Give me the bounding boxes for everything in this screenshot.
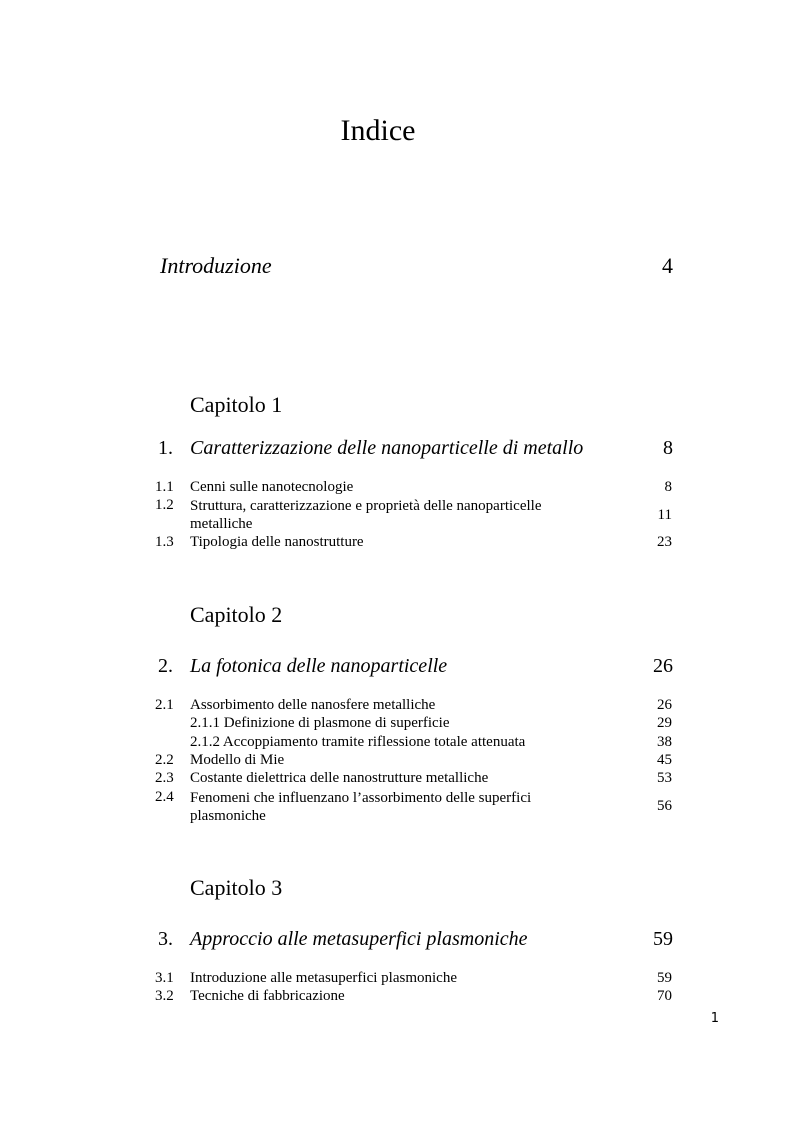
chapter-page: 59 [653, 928, 673, 950]
section-page: 59 [657, 970, 672, 986]
chapter-heading: Capitolo 1 [190, 392, 283, 417]
section-page: 23 [657, 534, 672, 550]
chapter-heading: Capitolo 3 [190, 875, 283, 900]
section-page: 26 [657, 697, 672, 713]
chapter-heading: Capitolo 2 [190, 602, 283, 627]
section-number: 3.1 [155, 970, 174, 986]
toc-intro-label: Introduzione [160, 253, 272, 278]
chapter-page: 26 [653, 655, 673, 677]
section-title: Tecniche di fabbricazione [190, 988, 345, 1004]
chapter-number: 1. [158, 437, 173, 459]
chapter-number: 2. [158, 655, 173, 677]
section-number: 2.2 [155, 752, 174, 768]
section-page: 38 [657, 734, 672, 750]
section-title: Struttura, caratterizzazione e proprietà delle nanoparticelle metalliche [190, 498, 542, 532]
section-number: 1.3 [155, 534, 174, 550]
section-title: Modello di Mie [190, 752, 285, 768]
subsection-title: 2.1.1 Definizione di plasmone di superficie [190, 715, 450, 731]
section-page: 29 [657, 715, 672, 731]
section-number: 2.1 [155, 697, 174, 713]
section-number: 2.4 [155, 789, 174, 805]
section-page: 11 [657, 507, 672, 523]
page-title: Indice [340, 114, 416, 147]
page-number: 1 [710, 1011, 719, 1026]
section-title: Introduzione alle metasuperfici plasmoniche [190, 970, 457, 986]
chapter-number: 3. [158, 928, 173, 950]
section-page: 70 [657, 988, 672, 1004]
section-page: 56 [657, 798, 672, 814]
section-title: Assorbimento delle nanosfere metalliche [190, 697, 436, 713]
section-title: Fenomeni che influenzano l’assorbimento delle superfici plasmoniche [190, 790, 532, 824]
section-number: 3.2 [155, 988, 174, 1004]
section-number: 1.1 [155, 479, 174, 495]
section-page: 45 [657, 752, 672, 768]
chapter-title: La fotonica delle nanoparticelle [190, 655, 448, 677]
section-title: Cenni sulle nanotecnologie [190, 479, 354, 495]
section-page: 53 [657, 770, 672, 786]
subsection-title: 2.1.2 Accoppiamento tramite riflessione totale attenuata [190, 734, 526, 750]
section-title: Tipologia delle nanostrutture [190, 534, 364, 550]
chapter-title: Approccio alle metasuperfici plasmoniche [190, 928, 528, 950]
chapter-title: Caratterizzazione delle nanoparticelle di metallo [190, 437, 584, 459]
chapter-page: 8 [663, 437, 673, 459]
section-page: 8 [664, 479, 672, 495]
section-number: 2.3 [155, 770, 174, 786]
toc-intro-page: 4 [662, 253, 673, 278]
section-title: Costante dielettrica delle nanostrutture metalliche [190, 770, 489, 786]
section-number: 1.2 [155, 497, 174, 513]
